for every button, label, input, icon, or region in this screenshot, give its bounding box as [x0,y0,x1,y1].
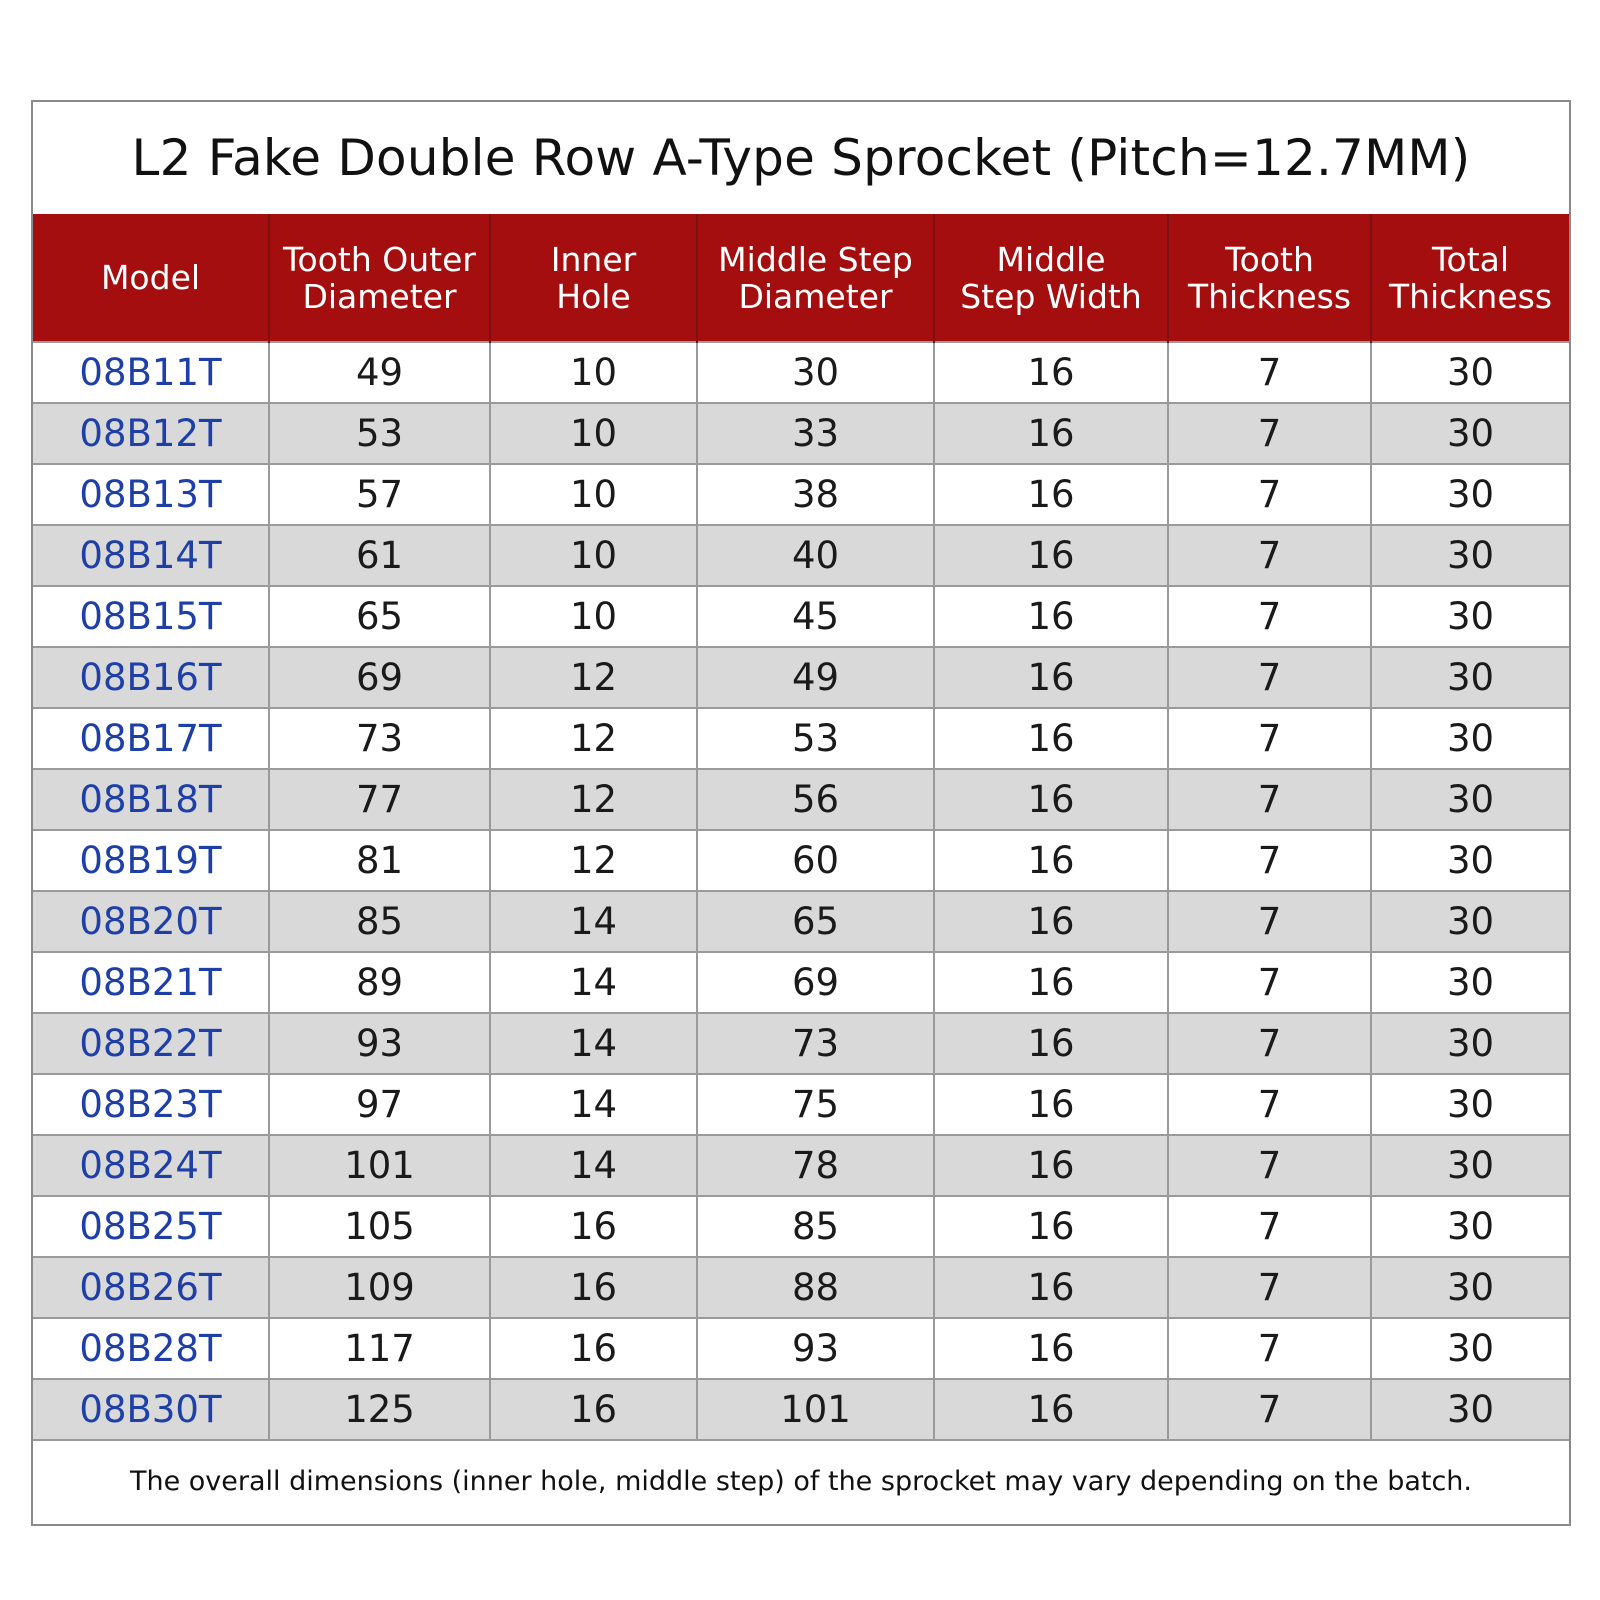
column-header-line: Thickness [1187,276,1352,316]
cell-model: 08B12T [33,403,269,464]
cell-inner-hole: 10 [490,464,697,525]
cell-middle-step-diameter: 49 [697,647,934,708]
cell-total-thickness: 30 [1371,830,1569,891]
cell-model: 08B24T [33,1135,269,1196]
column-header-line: Model [100,258,201,297]
column-header-line: Total [1431,239,1510,279]
cell-total-thickness: 30 [1371,464,1569,525]
column-header-tooth-thickness [1168,214,1371,342]
cell-inner-hole: 16 [490,1379,697,1439]
cell-middle-step-width: 16 [934,1074,1168,1135]
cell-model: 08B18T [33,769,269,830]
cell-model: 08B16T [33,647,269,708]
column-header-middle-step-diameter [697,214,934,342]
cell-middle-step-width: 16 [934,1013,1168,1074]
cell-model: 08B22T [33,1013,269,1074]
cell-inner-hole: 14 [490,1074,697,1135]
cell-middle-step-width: 16 [934,891,1168,952]
cell-tooth-outer-diameter: 89 [269,952,490,1013]
cell-middle-step-width: 16 [934,830,1168,891]
cell-model: 08B17T [33,708,269,769]
table-row [33,830,1569,891]
cell-model: 08B13T [33,464,269,525]
cell-tooth-thickness: 7 [1168,525,1371,586]
cell-model: 08B15T [33,586,269,647]
cell-total-thickness: 30 [1371,769,1569,830]
cell-total-thickness: 30 [1371,586,1569,647]
cell-middle-step-diameter: 33 [697,403,934,464]
table-row [33,1318,1569,1379]
footnote: The overall dimensions (inner hole, middle step) of the sprocket may vary depending on the batch. [33,1439,1569,1521]
cell-tooth-thickness: 7 [1168,464,1371,525]
column-header-total-thickness [1371,214,1569,342]
table-row [33,586,1569,647]
table-row [33,1257,1569,1318]
cell-inner-hole: 10 [490,403,697,464]
cell-tooth-outer-diameter: 81 [269,830,490,891]
cell-inner-hole: 16 [490,1196,697,1257]
cell-middle-step-diameter: 56 [697,769,934,830]
column-header-line: Inner [550,239,637,279]
cell-tooth-thickness: 7 [1168,342,1371,403]
column-header-line: Diameter [738,276,893,316]
cell-model: 08B25T [33,1196,269,1257]
cell-tooth-thickness: 7 [1168,952,1371,1013]
cell-middle-step-diameter: 85 [697,1196,934,1257]
cell-tooth-outer-diameter: 125 [269,1379,490,1439]
column-header-line: Middle Step [718,239,913,279]
cell-inner-hole: 14 [490,891,697,952]
cell-middle-step-diameter: 30 [697,342,934,403]
cell-tooth-outer-diameter: 57 [269,464,490,525]
table-row [33,464,1569,525]
cell-inner-hole: 12 [490,769,697,830]
cell-model: 08B30T [33,1379,269,1439]
cell-total-thickness: 30 [1371,525,1569,586]
cell-middle-step-width: 16 [934,1135,1168,1196]
table-row [33,1379,1569,1439]
cell-inner-hole: 14 [490,1013,697,1074]
cell-inner-hole: 14 [490,952,697,1013]
cell-middle-step-diameter: 65 [697,891,934,952]
cell-total-thickness: 30 [1371,1196,1569,1257]
cell-model: 08B23T [33,1074,269,1135]
cell-inner-hole: 16 [490,1318,697,1379]
table-row [33,525,1569,586]
cell-tooth-outer-diameter: 93 [269,1013,490,1074]
cell-model: 08B21T [33,952,269,1013]
column-header-tooth-outer-diameter [269,214,490,342]
cell-middle-step-width: 16 [934,342,1168,403]
cell-model: 08B14T [33,525,269,586]
cell-model: 08B26T [33,1257,269,1318]
cell-tooth-thickness: 7 [1168,403,1371,464]
cell-total-thickness: 30 [1371,342,1569,403]
cell-middle-step-width: 16 [934,1379,1168,1439]
cell-total-thickness: 30 [1371,708,1569,769]
table-row [33,891,1569,952]
cell-tooth-outer-diameter: 65 [269,586,490,647]
cell-middle-step-diameter: 73 [697,1013,934,1074]
column-header-line: Step Width [960,276,1142,316]
cell-inner-hole: 12 [490,830,697,891]
cell-tooth-thickness: 7 [1168,1257,1371,1318]
cell-inner-hole: 10 [490,586,697,647]
cell-total-thickness: 30 [1371,1379,1569,1439]
cell-tooth-thickness: 7 [1168,891,1371,952]
cell-total-thickness: 30 [1371,1257,1569,1318]
cell-middle-step-width: 16 [934,708,1168,769]
table-row [33,647,1569,708]
cell-total-thickness: 30 [1371,1318,1569,1379]
cell-tooth-outer-diameter: 101 [269,1135,490,1196]
cell-tooth-thickness: 7 [1168,1135,1371,1196]
cell-total-thickness: 30 [1371,647,1569,708]
cell-inner-hole: 12 [490,647,697,708]
cell-model: 08B28T [33,1318,269,1379]
table-row [33,1013,1569,1074]
column-header-line: Middle [996,239,1106,279]
table-row [33,708,1569,769]
cell-tooth-thickness: 7 [1168,586,1371,647]
cell-total-thickness: 30 [1371,952,1569,1013]
cell-middle-step-width: 16 [934,1196,1168,1257]
cell-middle-step-diameter: 45 [697,586,934,647]
cell-tooth-thickness: 7 [1168,1379,1371,1439]
cell-middle-step-width: 16 [934,952,1168,1013]
cell-tooth-outer-diameter: 97 [269,1074,490,1135]
cell-model: 08B19T [33,830,269,891]
cell-middle-step-width: 16 [934,525,1168,586]
column-header-line: Tooth Outer [283,239,476,279]
cell-inner-hole: 16 [490,1257,697,1318]
table-row [33,403,1569,464]
cell-total-thickness: 30 [1371,1074,1569,1135]
cell-total-thickness: 30 [1371,891,1569,952]
cell-tooth-thickness: 7 [1168,1013,1371,1074]
cell-model: 08B20T [33,891,269,952]
column-header-inner-hole [490,214,697,342]
cell-tooth-outer-diameter: 105 [269,1196,490,1257]
cell-middle-step-width: 16 [934,1257,1168,1318]
cell-inner-hole: 10 [490,525,697,586]
cell-tooth-outer-diameter: 49 [269,342,490,403]
cell-tooth-outer-diameter: 61 [269,525,490,586]
cell-tooth-outer-diameter: 73 [269,708,490,769]
cell-middle-step-diameter: 53 [697,708,934,769]
cell-middle-step-diameter: 78 [697,1135,934,1196]
table-body [33,342,1569,1439]
cell-middle-step-diameter: 88 [697,1257,934,1318]
cell-middle-step-width: 16 [934,403,1168,464]
cell-middle-step-diameter: 101 [697,1379,934,1439]
column-header-line: Diameter [302,276,457,316]
cell-tooth-outer-diameter: 69 [269,647,490,708]
cell-tooth-thickness: 7 [1168,769,1371,830]
cell-tooth-thickness: 7 [1168,708,1371,769]
cell-middle-step-diameter: 69 [697,952,934,1013]
table-row [33,1074,1569,1135]
table-row [33,952,1569,1013]
column-header-middle-step-width [934,214,1168,342]
table-row [33,769,1569,830]
cell-middle-step-diameter: 40 [697,525,934,586]
cell-inner-hole: 14 [490,1135,697,1196]
table-row [33,342,1569,403]
table-row [33,1196,1569,1257]
cell-middle-step-width: 16 [934,647,1168,708]
header-row [33,214,1569,342]
column-header-model [33,214,269,342]
cell-middle-step-width: 16 [934,586,1168,647]
table-title: L2 Fake Double Row A-Type Sprocket (Pitch=12.7MM) [131,129,1471,187]
cell-middle-step-diameter: 93 [697,1318,934,1379]
cell-tooth-thickness: 7 [1168,1196,1371,1257]
column-header-line: Tooth [1225,239,1314,279]
cell-total-thickness: 30 [1371,1135,1569,1196]
table-row [33,1135,1569,1196]
cell-tooth-outer-diameter: 85 [269,891,490,952]
cell-tooth-outer-diameter: 53 [269,403,490,464]
column-header-line: Hole [556,276,631,316]
cell-model: 08B11T [33,342,269,403]
cell-middle-step-width: 16 [934,769,1168,830]
cell-total-thickness: 30 [1371,1013,1569,1074]
cell-tooth-outer-diameter: 77 [269,769,490,830]
cell-middle-step-diameter: 38 [697,464,934,525]
cell-tooth-thickness: 7 [1168,830,1371,891]
cell-tooth-thickness: 7 [1168,647,1371,708]
cell-tooth-outer-diameter: 117 [269,1318,490,1379]
column-header-line: Thickness [1388,276,1553,316]
spec-sheet [31,100,1571,1526]
cell-middle-step-diameter: 75 [697,1074,934,1135]
cell-tooth-outer-diameter: 109 [269,1257,490,1318]
cell-inner-hole: 12 [490,708,697,769]
cell-middle-step-width: 16 [934,1318,1168,1379]
cell-inner-hole: 10 [490,342,697,403]
cell-middle-step-width: 16 [934,464,1168,525]
cell-tooth-thickness: 7 [1168,1318,1371,1379]
cell-middle-step-diameter: 60 [697,830,934,891]
cell-tooth-thickness: 7 [1168,1074,1371,1135]
cell-total-thickness: 30 [1371,403,1569,464]
sprocket-spec-table [33,214,1569,1439]
